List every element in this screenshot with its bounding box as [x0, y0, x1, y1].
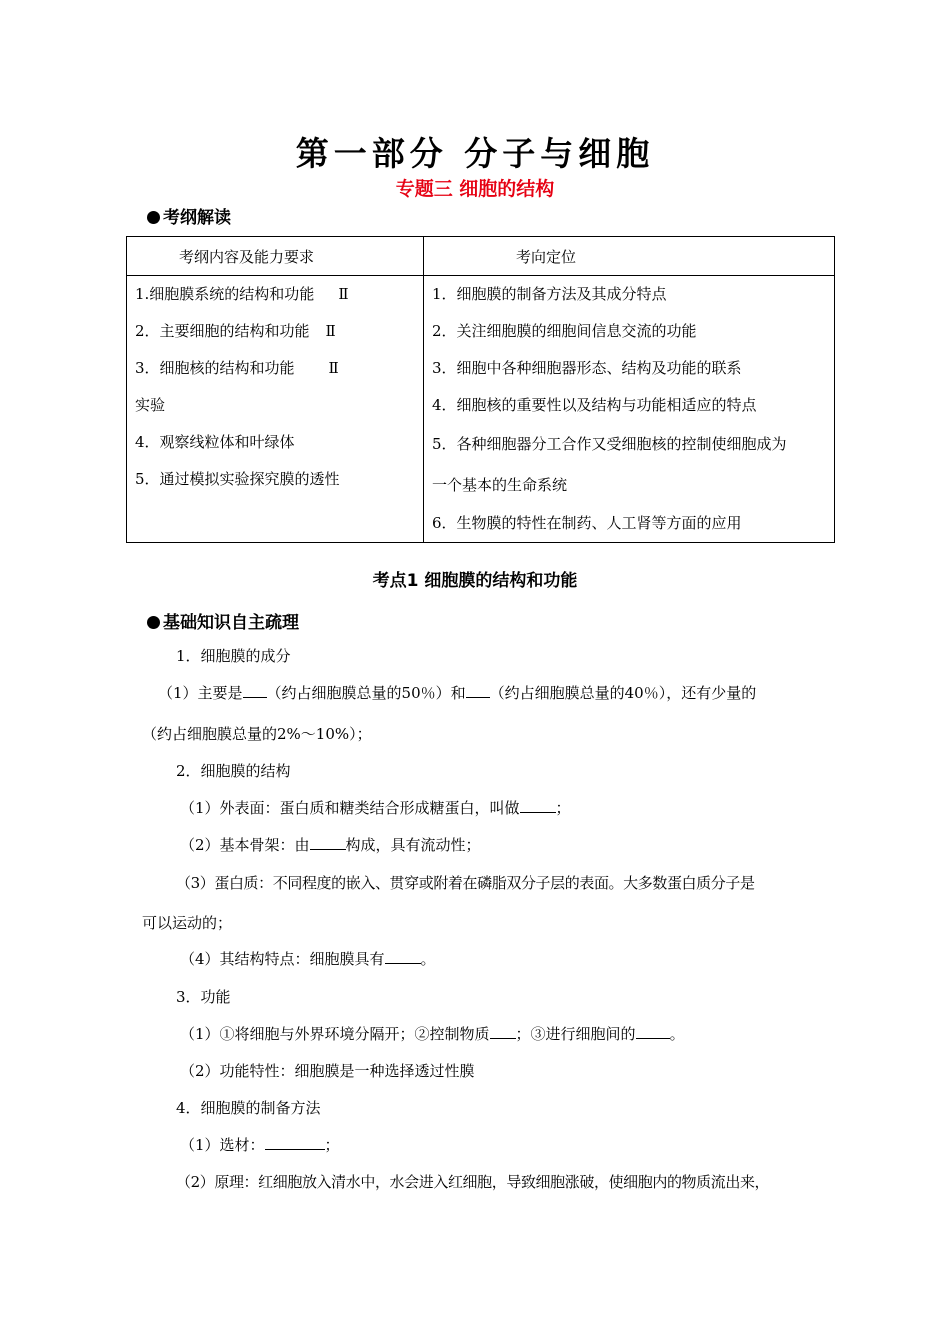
- requirement-item: 4．观察线粒体和叶绿体: [135, 433, 295, 451]
- table-cell-orientation: [424, 276, 835, 543]
- table-cell-requirements: [127, 276, 424, 543]
- requirement-item: 1.细胞膜系统的结构和功能 Ⅱ: [135, 276, 423, 313]
- paragraph: （4）其结构特点：细胞膜具有 。: [180, 950, 436, 968]
- subsection-title: 3．功能: [176, 988, 231, 1006]
- bullet-icon: [147, 616, 160, 629]
- fill-blank: [466, 682, 490, 698]
- fill-blank: [385, 948, 421, 964]
- requirement-item: 实验: [135, 396, 166, 414]
- paragraph: 可以运动的；: [142, 914, 233, 932]
- fill-blank: [636, 1023, 670, 1039]
- page-title: 第一部分 分子与细胞: [295, 134, 655, 173]
- section-heading: 考点1 细胞膜的结构和功能: [372, 571, 578, 591]
- orientation-item: 一个基本的生命系统: [432, 476, 568, 494]
- requirement-item: 5．通过模拟实验探究膜的透性: [135, 470, 340, 488]
- table-body-row: [127, 276, 835, 543]
- fill-blank: [490, 1023, 516, 1039]
- paragraph: （2）基本骨架：由 构成，具有流动性；: [180, 836, 481, 854]
- syllabus-table: [126, 236, 835, 543]
- requirement-item: 2．主要细胞的结构和功能 Ⅱ: [135, 313, 423, 350]
- paragraph: （1）主要是 （约占细胞膜总量的50％）和 （约占细胞膜总量的40％），还有少量的: [158, 684, 757, 702]
- requirement-item: 3．细胞核的结构和功能 Ⅱ: [135, 350, 423, 387]
- orientation-item: 3．细胞中各种细胞器形态、结构及功能的联系: [432, 359, 742, 377]
- paragraph: （3）蛋白质：不同程度的嵌入、贯穿或附着在磷脂双分子层的表面。大多数蛋白质分子是: [176, 874, 755, 892]
- subsection-title: 2．细胞膜的结构: [176, 762, 291, 780]
- bullet-icon: [147, 211, 160, 224]
- table-header-right: 考向定位: [424, 237, 835, 276]
- table-header-row: [127, 237, 835, 276]
- subsection-title: 4．细胞膜的制备方法: [176, 1099, 321, 1117]
- orientation-item: 5．各种细胞器分工合作又受细胞核的控制使细胞成为: [432, 435, 787, 453]
- paragraph: （2）功能特性：细胞膜是一种选择透过性膜: [180, 1062, 475, 1080]
- paragraph: （1）选材： ；: [180, 1136, 340, 1154]
- level-badge: Ⅱ: [338, 285, 349, 303]
- orientation-item: 2．关注细胞膜的细胞间信息交流的功能: [432, 322, 697, 340]
- orientation-item: 4．细胞核的重要性以及结构与功能相适应的特点: [432, 396, 757, 414]
- fill-blank: [310, 834, 346, 850]
- orientation-item: 6．生物膜的特性在制药、人工肾等方面的应用: [432, 514, 742, 532]
- subsection-title: 1．细胞膜的成分: [176, 647, 291, 665]
- fill-blank: [243, 682, 267, 698]
- outline-heading: [147, 203, 231, 228]
- fill-blank: [265, 1134, 325, 1150]
- level-badge: Ⅱ: [325, 322, 336, 340]
- basics-heading-label: 基础知识自主疏理: [163, 613, 299, 633]
- fill-blank: [520, 797, 556, 813]
- paragraph: （约占细胞膜总量的2%～10%）；: [142, 725, 372, 743]
- basics-heading: [147, 608, 299, 633]
- outline-heading-label: 考纲解读: [163, 208, 231, 228]
- topic-subtitle: 专题三 细胞的结构: [395, 178, 555, 200]
- paragraph: （2）原理：红细胞放入清水中，水会进入红细胞，导致细胞涨破，使细胞内的物质流出来，: [176, 1173, 770, 1191]
- paragraph: （1）①将细胞与外界环境分隔开；②控制物质 ；③进行细胞间的 。: [180, 1025, 685, 1043]
- table-header-left: 考纲内容及能力要求: [127, 237, 424, 276]
- paragraph: （1）外表面：蛋白质和糖类结合形成糖蛋白，叫做 ；: [180, 799, 571, 817]
- orientation-item: 1．细胞膜的制备方法及其成分特点: [432, 285, 667, 303]
- level-badge: Ⅱ: [328, 359, 339, 377]
